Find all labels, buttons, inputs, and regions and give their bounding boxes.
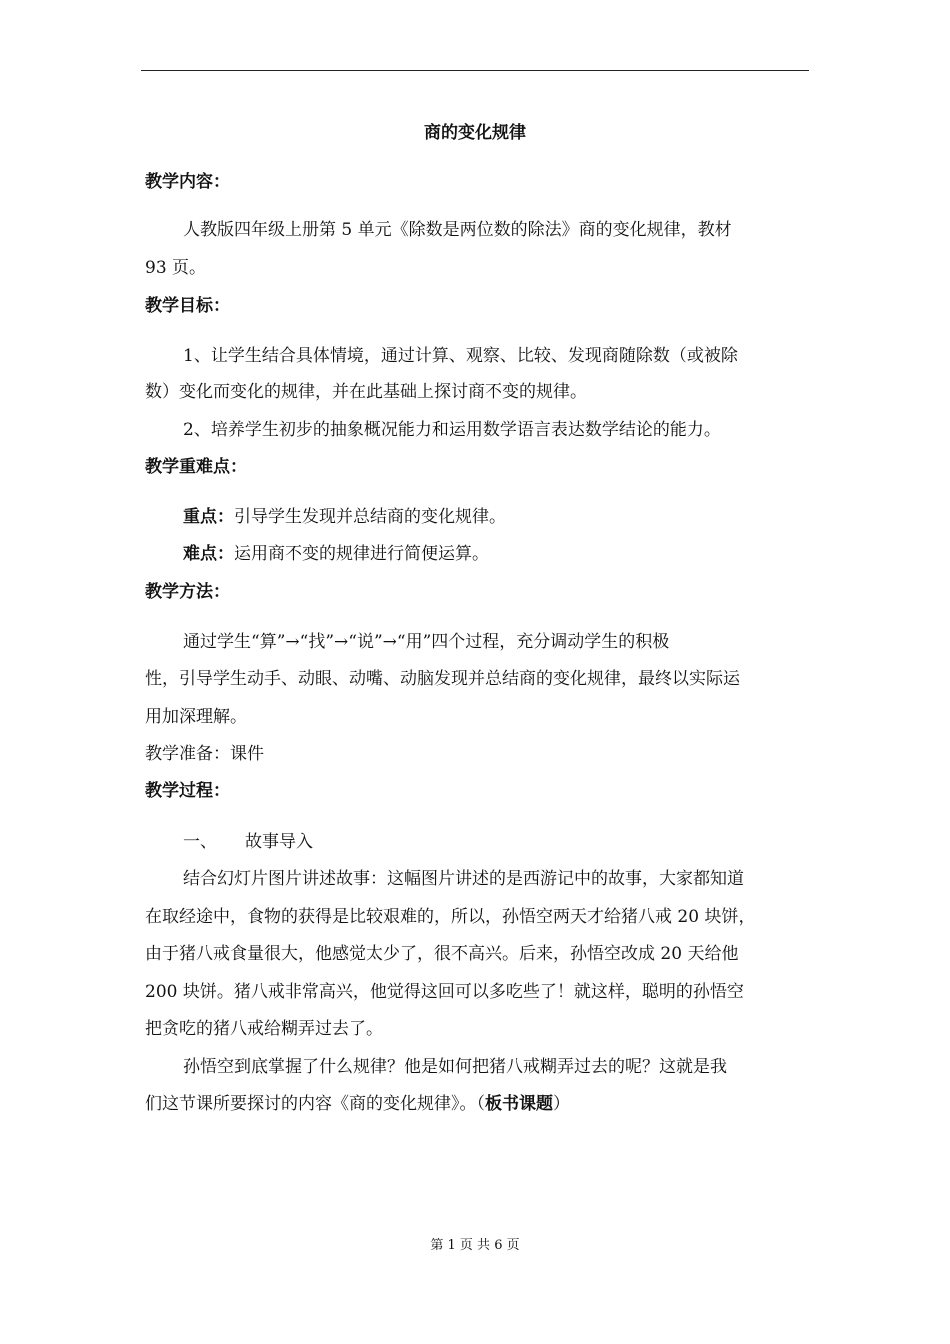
goal1-line-2: 数）变化而变化的规律，并在此基础上探讨商不变的规律。 [145,382,587,402]
page-footer: 第 1 页 共 6 页 [430,1238,520,1253]
method-line-2: 性，引导学生动手、动眼、动嘴、动脑发现并总结商的变化规律，最终以实际运 [145,669,740,689]
question-line-2-close: ） [553,1094,570,1114]
heading-process: 教学过程： [145,781,230,801]
story-line-2: 在取经途中，食物的获得是比较艰难的，所以，孙悟空两天才给猪八戒 20 块饼， [145,907,756,927]
step1-title: 故事导入 [245,832,313,852]
question-line-2-text: 们这节课所要探讨的内容《商的变化规律》。（ [145,1094,485,1114]
page-title: 商的变化规律 [424,123,526,143]
difficulty-label: 难点： [183,544,234,564]
header-rule [141,70,809,71]
goal1-line-1: 1、让学生结合具体情境，通过计算、观察、比较、发现商随除数（或被除 [183,346,738,366]
question-line-1: 孙悟空到底掌握了什么规律？他是如何把猪八戒糊弄过去的呢？这就是我 [183,1057,727,1077]
method-line-3: 用加深理解。 [145,707,247,727]
key-point-line [183,505,506,529]
goal2-line: 2、培养学生初步的抽象概况能力和运用数学语言表达数学结论的能力。 [183,420,721,440]
story-line-4: 200 块饼。猪八戒非常高兴，他觉得这回可以多吃些了！就这样，聪明的孙悟空 [145,982,744,1002]
heading-method: 教学方法： [145,582,230,602]
question-line-2 [145,1092,570,1116]
story-line-5: 把贪吃的猪八戒给糊弄过去了。 [145,1019,383,1039]
heading-goals: 教学目标： [145,296,230,316]
key-point-text: 引导学生发现并总结商的变化规律。 [234,507,506,527]
difficulty-line [183,542,489,566]
heading-key-points: 教学重难点： [145,457,247,477]
board-title-note: 板书课题 [485,1094,553,1114]
step1-number: 一、 [183,832,217,852]
heading-content: 教学内容： [145,172,230,192]
method-line-1: 通过学生“算”→“找”→“说”→“用”四个过程，充分调动学生的积极 [183,632,670,652]
difficulty-text: 运用商不变的规律进行简便运算。 [234,544,489,564]
story-line-1: 结合幻灯片图片讲述故事：这幅图片讲述的是西游记中的故事，大家都知道 [183,869,744,889]
story-line-3: 由于猪八戒食量很大，他感觉太少了，很不高兴。后来，孙悟空改成 20 天给他 [145,944,739,964]
content-line-2: 93 页。 [145,258,207,278]
content-line-1: 人教版四年级上册第 5 单元《除数是两位数的除法》商的变化规律，教材 [183,220,732,240]
preparation-line: 教学准备：课件 [145,744,264,764]
key-point-label: 重点： [183,507,234,527]
